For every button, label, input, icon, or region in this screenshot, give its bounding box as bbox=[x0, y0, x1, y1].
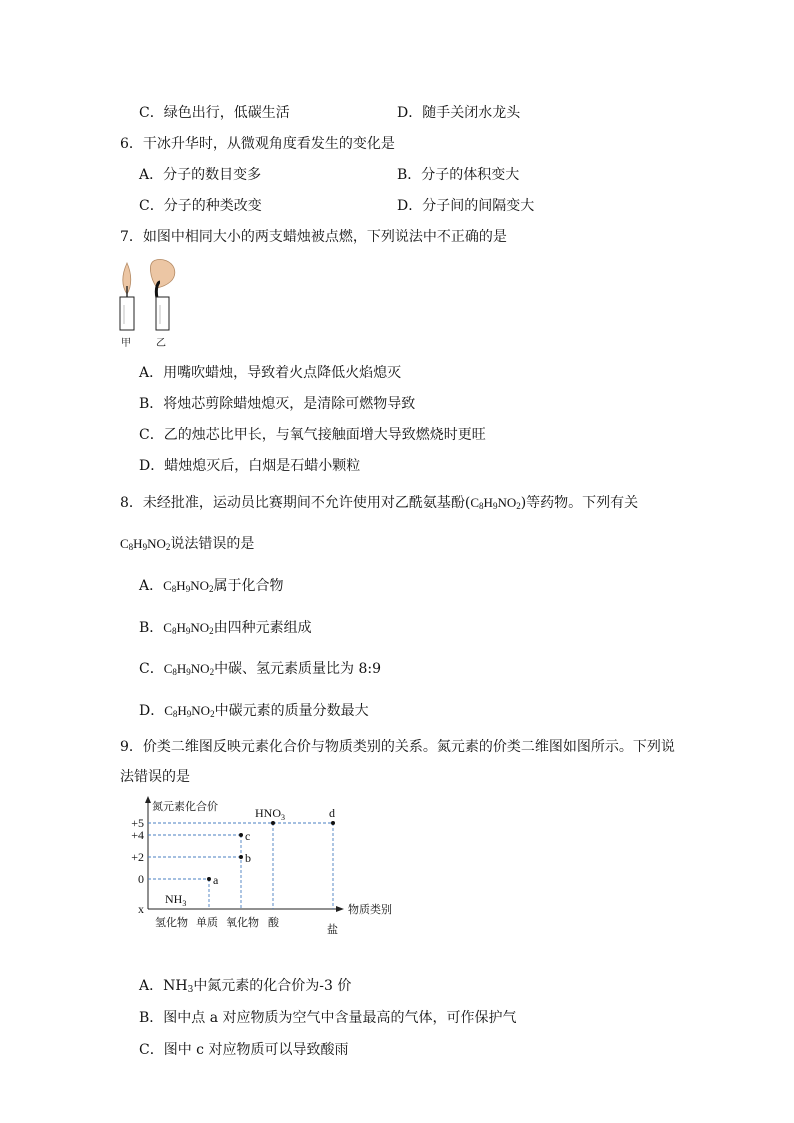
q9-option-a: A．$NH_3$中氮元素的化合价为-3 价 bbox=[139, 978, 352, 995]
point-a bbox=[207, 877, 211, 881]
q7-option-b: B．将烛芯剪除蜡烛熄灭，是清除可燃物导致 bbox=[139, 396, 416, 412]
candles-figure bbox=[116, 258, 180, 334]
q5-option-d: D．随手关闭水龙头 bbox=[397, 105, 521, 121]
point-label-d: d bbox=[329, 806, 335, 820]
y-tick: +4 bbox=[131, 828, 144, 842]
x-tick: 酸 bbox=[268, 917, 279, 929]
x-tick: 盐 bbox=[327, 924, 338, 935]
q6-option-b: B．分子的体积变大 bbox=[397, 167, 520, 183]
q9-stem-line1: 9．价类二维图反映元素化合价与物质类别的关系。氮元素的价类二维图如图所示。下列说 bbox=[120, 739, 675, 755]
formula: $C_8H_9NO_2$ bbox=[470, 495, 521, 511]
q8-option-b: B．$C_8H_9NO_2$由四种元素组成 bbox=[139, 620, 312, 636]
formula: $C_8H_9NO_2$ bbox=[120, 536, 171, 552]
formula: $C_8H_9NO_2$ bbox=[164, 703, 215, 719]
y-tick: x bbox=[138, 902, 144, 916]
point-c bbox=[239, 833, 243, 837]
q7-option-c: C．乙的烛芯比甲长，与氧气接触面增大导致燃烧时更旺 bbox=[139, 427, 486, 443]
flame-yi bbox=[150, 259, 174, 288]
candle-yi bbox=[156, 297, 169, 330]
q8-option-d: D．$C_8H_9NO_2$中碳元素的质量分数最大 bbox=[139, 703, 369, 719]
x-tick: 单质 bbox=[196, 917, 218, 929]
q8-stem-line2: $C_8H_9NO_2$说法错误的是 bbox=[120, 536, 255, 552]
y-tick: +5 bbox=[131, 816, 144, 830]
q6-stem: 6．干冰升华时，从微观角度看发生的变化是 bbox=[120, 136, 395, 152]
x-tick: 氧化物 bbox=[226, 917, 259, 929]
q6-option-c: C．分子的种类改变 bbox=[139, 198, 262, 214]
formula: $C_8H_9NO_2$ bbox=[163, 620, 214, 636]
q9-option-c: C．图中 c 对应物质可以导致酸雨 bbox=[139, 1042, 349, 1058]
q9-option-b: B．图中点 a 对应物质为空气中含量最高的气体，可作保护气 bbox=[139, 1010, 517, 1026]
y-tick: 0 bbox=[138, 872, 144, 886]
label-hno3: $HNO_3$ bbox=[255, 806, 285, 822]
formula: $C_8H_9NO_2$ bbox=[163, 578, 214, 594]
y-tick: +2 bbox=[131, 850, 144, 864]
q7-stem: 7．如图中相同大小的两支蜡烛被点燃，下列说法中不正确的是 bbox=[120, 229, 507, 245]
x-axis-arrow bbox=[336, 906, 344, 912]
q8-option-c: C．$C_8H_9NO_2$中碳、氢元素质量比为 8:9 bbox=[139, 661, 382, 677]
q6-option-d: D．分子间的间隔变大 bbox=[397, 198, 535, 214]
x-axis-title: 物质类别 bbox=[348, 904, 392, 916]
label-nh3: $NH_3$ bbox=[165, 892, 187, 908]
q8-stem: 8．未经批准，运动员比赛期间不允许使用对乙酰氨基酚$(C_8H_9NO_2)$等药物。下列有关 bbox=[120, 495, 639, 511]
point-label-b: b bbox=[245, 851, 251, 865]
point-b bbox=[239, 855, 243, 859]
q7-option-a: A．用嘴吹蜡烛，导致着火点降低火焰熄灭 bbox=[139, 365, 402, 381]
y-axis-arrow bbox=[145, 796, 151, 803]
label-yi: 乙 bbox=[156, 338, 166, 349]
q8-option-a: A．$C_8H_9NO_2$属于化合物 bbox=[139, 578, 284, 594]
x-tick: 氢化物 bbox=[155, 917, 188, 929]
valence-category-chart bbox=[118, 795, 408, 935]
candle-jia bbox=[120, 297, 134, 330]
point-label-c: c bbox=[245, 829, 251, 843]
y-axis-title: 氮元素化合价 bbox=[152, 801, 218, 813]
formula: $C_8H_9NO_2$ bbox=[163, 661, 215, 677]
point-label-a: a bbox=[213, 873, 219, 887]
q9-stem-line2: 法错误的是 bbox=[120, 769, 190, 785]
q7-option-d: D．蜡烛熄灭后，白烟是石蜡小颗粒 bbox=[139, 458, 361, 474]
q5-option-c: C．绿色出行，低碳生活 bbox=[139, 105, 290, 121]
q6-option-a: A．分子的数目变多 bbox=[139, 167, 262, 183]
point-hno3 bbox=[271, 821, 275, 825]
point-d bbox=[331, 821, 335, 825]
label-jia: 甲 bbox=[121, 338, 131, 349]
